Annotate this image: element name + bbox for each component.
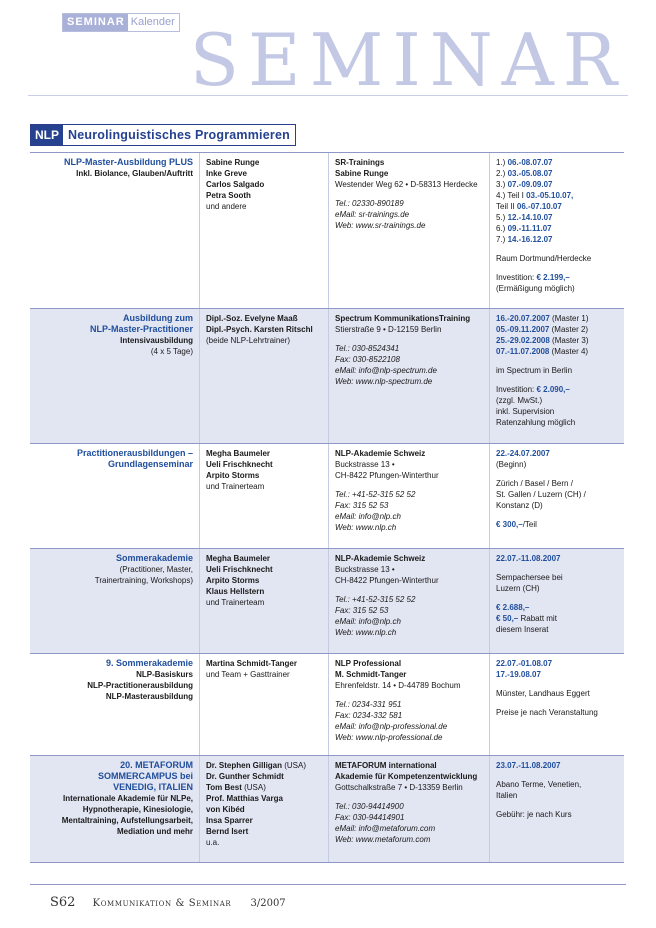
trainer-line [206, 782, 322, 793]
date-line [496, 313, 618, 324]
organizer-line: SR-Trainings [335, 158, 385, 167]
trainer-name: Megha Baumeler [206, 554, 271, 563]
section-title: Neurolinguistisches Programmieren [68, 128, 290, 142]
date-line [496, 658, 618, 669]
organizer-cell [329, 309, 490, 443]
trainer-name: Prof. Matthias Varga [206, 794, 283, 803]
seminar-title-cell [30, 549, 200, 653]
page-title: SEMINAR [189, 18, 626, 102]
dates-cell [490, 654, 624, 755]
trainer-name: und Trainerteam [206, 598, 265, 607]
spacer [496, 470, 618, 478]
date-value: 07.-11.07.2008 [496, 347, 550, 356]
date-label: 3.) [496, 180, 508, 189]
organizer-line: Tel.: 02330-890189 [335, 199, 404, 208]
trainer-name: Klaus Hellstern [206, 587, 265, 596]
organizer-cell [329, 756, 490, 862]
date-line [496, 223, 618, 234]
organizer-line: NLP-Akademie Schweiz [335, 554, 426, 563]
date-value: 22.07.-01.08.07 [496, 659, 553, 668]
seminar-title-line: Practitionerausbildungen – [76, 448, 193, 458]
organizer-line: eMail: info@nlp.ch [335, 512, 401, 521]
spacer [335, 481, 483, 489]
trainer-name: von Kibéd [206, 805, 245, 814]
trainers-cell [200, 549, 329, 653]
table-bottom-rule [30, 862, 624, 863]
trainer-line [206, 760, 322, 771]
trainer-line [206, 586, 322, 597]
organizer-line: eMail: info@nlp.ch [335, 617, 401, 626]
trainer-name: Bernd Isert [206, 827, 249, 836]
organizer-line: Tel.: 030-8524341 [335, 344, 400, 353]
date-line [496, 179, 618, 190]
trainer-name: Petra Sooth [206, 191, 251, 200]
spacer [496, 511, 618, 519]
seminar-title-line: Ausbildung zum [123, 313, 193, 323]
date-line [496, 489, 618, 500]
organizer-line: Westender Weg 62 • D-58313 Herdecke [335, 180, 478, 189]
date-value: 03.-05.10.07, [526, 191, 574, 200]
date-line [496, 448, 618, 459]
date-line [496, 583, 618, 594]
trainer-name: und Trainerteam [206, 482, 265, 491]
spacer [496, 699, 618, 707]
date-value: 06.-07.10.07 [516, 202, 562, 211]
date-line [496, 500, 618, 511]
date-value: 22.-24.07.2007 [496, 449, 550, 458]
footer-divider [30, 884, 626, 885]
spacer [496, 680, 618, 688]
seminar-title-line: NLP-Master-Ausbildung PLUS [63, 157, 193, 167]
date-line [496, 335, 618, 346]
organizer-line: eMail: info@metaforum.com [335, 824, 436, 833]
trainer-line [206, 459, 322, 470]
date-label: Raum Dortmund/Herdecke [496, 254, 592, 263]
seminar-title-cell [30, 444, 200, 548]
date-value: 05.-09.11.2007 [496, 325, 550, 334]
organizer-line: Tel.: 0234-331 951 [335, 700, 402, 709]
trainer-line [206, 815, 322, 826]
organizer-line: eMail: info@nlp-professional.de [335, 722, 448, 731]
tag-kalender: Kalender [130, 16, 175, 28]
organizer-line: Spectrum KommunikationsTraining [335, 314, 471, 323]
organizer-line: Tel.: 030-94414900 [335, 802, 404, 811]
trainer-name: Dr. Gunther Schmidt [206, 772, 284, 781]
date-label: Konstanz (D) [496, 501, 543, 510]
trainers-cell [200, 654, 329, 755]
tag-seminar: SEMINAR [63, 14, 128, 31]
trainer-name: Inke Greve [206, 169, 247, 178]
spacer [496, 594, 618, 602]
trainer-name: Arpito Storms [206, 471, 260, 480]
trainer-line [206, 324, 322, 335]
trainer-line [206, 448, 322, 459]
seminar-subtitle-line: Mediation und mehr [117, 827, 193, 836]
spacer [496, 357, 618, 365]
date-label: (Ermäßigung möglich) [496, 284, 575, 293]
trainer-line [206, 597, 322, 608]
date-label: Teil II [496, 202, 517, 211]
date-line [496, 779, 618, 790]
table-row [30, 443, 624, 548]
date-line [496, 384, 618, 395]
date-value: 09.-11.11.07 [507, 224, 552, 233]
trainer-name: Arpito Storms [206, 576, 260, 585]
trainer-line [206, 553, 322, 564]
header-divider [28, 95, 628, 96]
date-label: Italien [496, 791, 518, 800]
date-line [496, 613, 618, 624]
trainer-note: (USA) [241, 783, 266, 792]
date-value: € 50,– [496, 614, 519, 623]
date-label: Abano Terme, Venetien, [496, 780, 582, 789]
trainer-line [206, 313, 322, 324]
organizer-line: Fax: 315 52 53 [335, 606, 389, 615]
date-line [496, 688, 618, 699]
trainer-name: Sabine Runge [206, 158, 260, 167]
organizer-line: Web: www.sr-trainings.de [335, 221, 426, 230]
seminar-title-line: SOMMERCAMPUS bei [97, 771, 193, 781]
date-value: 23.07.-11.08.2007 [496, 761, 561, 770]
organizer-line: Stierstraße 9 • D-12159 Berlin [335, 325, 442, 334]
date-note: Rabatt mit [518, 614, 557, 623]
organizer-cell [329, 654, 490, 755]
trainer-line [206, 837, 322, 848]
trainer-name: Ueli Frischknecht [206, 565, 273, 574]
seminar-subtitle-line: (4 x 5 Tage) [150, 347, 193, 356]
date-line [496, 669, 618, 680]
date-line [496, 519, 618, 530]
trainer-name: Dipl.-Psych. Karsten Ritschl [206, 325, 313, 334]
date-label: 4.) Teil I [496, 191, 527, 200]
organizer-line: Gottschalkstraße 7 • D-13359 Berlin [335, 783, 463, 792]
organizer-line: Web: www.nlp-professional.de [335, 733, 443, 742]
spacer [496, 801, 618, 809]
date-label: (Beginn) [496, 460, 527, 469]
table-row [30, 308, 624, 443]
organizer-line: NLP Professional [335, 659, 402, 668]
seminar-title-line: Grundlagenseminar [107, 459, 193, 469]
date-value: 12.-14.10.07 [507, 213, 553, 222]
trainers-cell [200, 153, 329, 308]
trainer-line [206, 190, 322, 201]
table-row [30, 755, 624, 862]
trainer-line [206, 564, 322, 575]
organizer-line: Fax: 030-94414901 [335, 813, 405, 822]
spacer [496, 376, 618, 384]
trainer-name: Martina Schmidt-Tanger [206, 659, 297, 668]
date-value: 17.-19.08.07 [496, 670, 541, 679]
date-label: Gebühr: je nach Kurs [496, 810, 572, 819]
table-row [30, 653, 624, 755]
seminar-title-line: 9. Sommerakademie [105, 658, 193, 668]
seminar-subtitle-line: NLP-Masterausbildung [105, 692, 193, 701]
date-line [496, 365, 618, 376]
date-line [496, 168, 618, 179]
date-value: 16.-20.07.2007 [496, 314, 550, 323]
seminar-subtitle-line: NLP-Practitionerausbildung [87, 681, 193, 690]
date-value: 03.-05.08.07 [507, 169, 553, 178]
date-label: im Spectrum in Berlin [496, 366, 573, 375]
date-label: inkl. Supervision [496, 407, 555, 416]
seminar-title-line: VENEDIG, ITALIEN [113, 782, 193, 792]
organizer-line: M. Schmidt-Tanger [335, 670, 407, 679]
spacer [335, 190, 483, 198]
organizer-line: Tel.: +41-52-315 52 52 [335, 490, 416, 499]
seminar-title-cell [30, 309, 200, 443]
date-note: (Master 1) [549, 314, 589, 323]
date-label: Investition: [496, 385, 537, 394]
date-line [496, 478, 618, 489]
date-line [496, 272, 618, 283]
date-line [496, 624, 618, 635]
section-abbr: NLP [31, 125, 63, 145]
trainer-name: Insa Sparrer [206, 816, 253, 825]
dates-cell [490, 309, 624, 443]
date-label: 7.) [496, 235, 508, 244]
seminar-table [30, 152, 624, 863]
organizer-line: eMail: info@nlp-spectrum.de [335, 366, 437, 375]
trainer-name: und andere [206, 202, 247, 211]
date-value: 14.-16.12.07 [507, 235, 553, 244]
trainer-note: (USA) [282, 761, 307, 770]
seminar-subtitle-line: NLP-Basiskurs [136, 670, 193, 679]
trainer-name: Dr. Stephen Gilligan [206, 761, 283, 770]
date-label: Investition: [496, 273, 537, 282]
date-label: Luzern (CH) [496, 584, 540, 593]
trainer-name: Carlos Salgado [206, 180, 265, 189]
date-line [496, 459, 618, 470]
trainer-name: Dipl.-Soz. Evelyne Maaß [206, 314, 298, 323]
seminar-title-cell [30, 153, 200, 308]
table-row [30, 152, 624, 308]
issue-number: 3/2007 [250, 898, 286, 909]
seminar-subtitle-line: Trainertraining, Workshops) [94, 576, 193, 585]
seminar-subtitle-line: Intensivausbildung [120, 336, 193, 345]
date-label: St. Gallen / Luzern (CH) / [496, 490, 586, 499]
date-line [496, 760, 618, 771]
date-value: 22.07.-11.08.2007 [496, 554, 561, 563]
trainer-line [206, 658, 322, 669]
organizer-line: METAFORUM international [335, 761, 437, 770]
date-line [496, 602, 618, 613]
trainer-line [206, 335, 322, 346]
date-label: diesem Inserat [496, 625, 549, 634]
trainer-name: Tom Best [206, 783, 242, 792]
seminar-subtitle-line: (Practitioner, Master, [119, 565, 193, 574]
spacer [496, 264, 618, 272]
date-label: Sempachersee bei [496, 573, 563, 582]
date-line [496, 253, 618, 264]
seminar-title-cell [30, 756, 200, 862]
organizer-line: Sabine Runge [335, 169, 389, 178]
organizer-cell [329, 153, 490, 308]
trainer-line [206, 157, 322, 168]
seminar-title-line: NLP-Master-Practitioner [89, 324, 193, 334]
date-label: (zzgl. MwSt.) [496, 396, 543, 405]
spacer [335, 586, 483, 594]
date-line [496, 346, 618, 357]
seminar-title-line: 20. METAFORUM [120, 760, 193, 770]
date-line [496, 157, 618, 168]
date-label: 5.) [496, 213, 508, 222]
organizer-line: eMail: sr-trainings.de [335, 210, 410, 219]
date-value: € 2.199,– [536, 273, 570, 282]
trainers-cell [200, 444, 329, 548]
date-label: Preise je nach Veranstaltung [496, 708, 598, 717]
seminar-subtitle-line: Hypnotherapie, Kinesiologie, [82, 805, 193, 814]
date-value: € 2.090,– [536, 385, 570, 394]
date-line [496, 572, 618, 583]
date-line [496, 553, 618, 564]
spacer [335, 691, 483, 699]
date-label: Zürich / Basel / Bern / [496, 479, 573, 488]
trainer-line [206, 575, 322, 586]
date-label: Ratenzahlung möglich [496, 418, 576, 427]
spacer [496, 564, 618, 572]
date-note: (Master 3) [549, 336, 589, 345]
date-line [496, 190, 618, 201]
organizer-line: Fax: 0234-332 581 [335, 711, 403, 720]
section-heading [30, 124, 296, 146]
date-line [496, 406, 618, 417]
date-value: 06.-08.07.07 [507, 158, 553, 167]
organizer-line: Buckstrasse 13 • [335, 565, 395, 574]
seminar-subtitle-line: Mentaltraining, Aufstellungsarbeit, [61, 816, 193, 825]
organizer-line: Fax: 315 52 53 [335, 501, 389, 510]
date-note: (Master 2) [549, 325, 589, 334]
spacer [335, 335, 483, 343]
date-note: (Master 4) [549, 347, 589, 356]
seminar-title-line: Sommerakademie [115, 553, 193, 563]
organizer-line: CH-8422 Pfungen-Winterthur [335, 576, 439, 585]
trainer-name: (beide NLP-Lehrtrainer) [206, 336, 291, 345]
organizer-line: Web: www.nlp-spectrum.de [335, 377, 433, 386]
organizer-cell [329, 444, 490, 548]
trainers-cell [200, 309, 329, 443]
organizer-cell [329, 549, 490, 653]
date-line [496, 234, 618, 245]
organizer-line: CH-8422 Pfungen-Winterthur [335, 471, 439, 480]
dates-cell [490, 756, 624, 862]
trainers-cell [200, 756, 329, 862]
trainer-line [206, 168, 322, 179]
spacer [335, 793, 483, 801]
dates-cell [490, 444, 624, 548]
date-line [496, 417, 618, 428]
dates-cell [490, 549, 624, 653]
organizer-line: Web: www.metaforum.com [335, 835, 431, 844]
trainer-line [206, 804, 322, 815]
organizer-line: Akademie für Kompetenzentwicklung [335, 772, 478, 781]
trainer-name: Megha Baumeler [206, 449, 271, 458]
date-note: /Teil [522, 520, 537, 529]
organizer-line: Web: www.nlp.ch [335, 523, 397, 532]
table-row [30, 548, 624, 653]
trainer-line [206, 669, 322, 680]
seminar-subtitle-line: Inkl. Biolance, Glauben/Auftritt [76, 169, 193, 178]
trainer-line [206, 179, 322, 190]
date-value: € 300,– [496, 520, 523, 529]
trainer-line [206, 481, 322, 492]
trainer-line [206, 470, 322, 481]
date-label: 6.) [496, 224, 508, 233]
date-line [496, 201, 618, 212]
trainer-name: u.a. [206, 838, 220, 847]
page-footer [50, 895, 286, 910]
date-line [496, 283, 618, 294]
seminar-subtitle-line: Internationale Akademie für NLPe, [63, 794, 193, 803]
date-line [496, 809, 618, 820]
spacer [496, 245, 618, 253]
date-line [496, 790, 618, 801]
organizer-line: Tel.: +41-52-315 52 52 [335, 595, 416, 604]
trainer-line [206, 826, 322, 837]
date-line [496, 212, 618, 223]
trainer-name: und Team + Gasttrainer [206, 670, 290, 679]
organizer-line: Fax: 030-8522108 [335, 355, 400, 364]
seminar-kalender-tag [62, 13, 180, 32]
date-label: 2.) [496, 169, 508, 178]
page-number: S62 [50, 895, 76, 910]
date-value: € 2.688,– [496, 603, 530, 612]
trainer-line [206, 201, 322, 212]
date-line [496, 324, 618, 335]
date-label: 1.) [496, 158, 508, 167]
date-value: 25.-29.02.2008 [496, 336, 550, 345]
trainer-name: Ueli Frischknecht [206, 460, 273, 469]
date-line [496, 707, 618, 718]
trainer-line [206, 771, 322, 782]
date-value: 07.-09.09.07 [507, 180, 553, 189]
seminar-title-cell [30, 654, 200, 755]
organizer-line: Ehrenfeldstr. 14 • D-44789 Bochum [335, 681, 461, 690]
dates-cell [490, 153, 624, 308]
magazine-name: Kommunikation & Seminar [92, 898, 232, 909]
date-label: Münster, Landhaus Eggert [496, 689, 590, 698]
organizer-line: Buckstrasse 13 • [335, 460, 395, 469]
organizer-line: NLP-Akademie Schweiz [335, 449, 426, 458]
trainer-line [206, 793, 322, 804]
date-line [496, 395, 618, 406]
spacer [496, 771, 618, 779]
organizer-line: Web: www.nlp.ch [335, 628, 397, 637]
